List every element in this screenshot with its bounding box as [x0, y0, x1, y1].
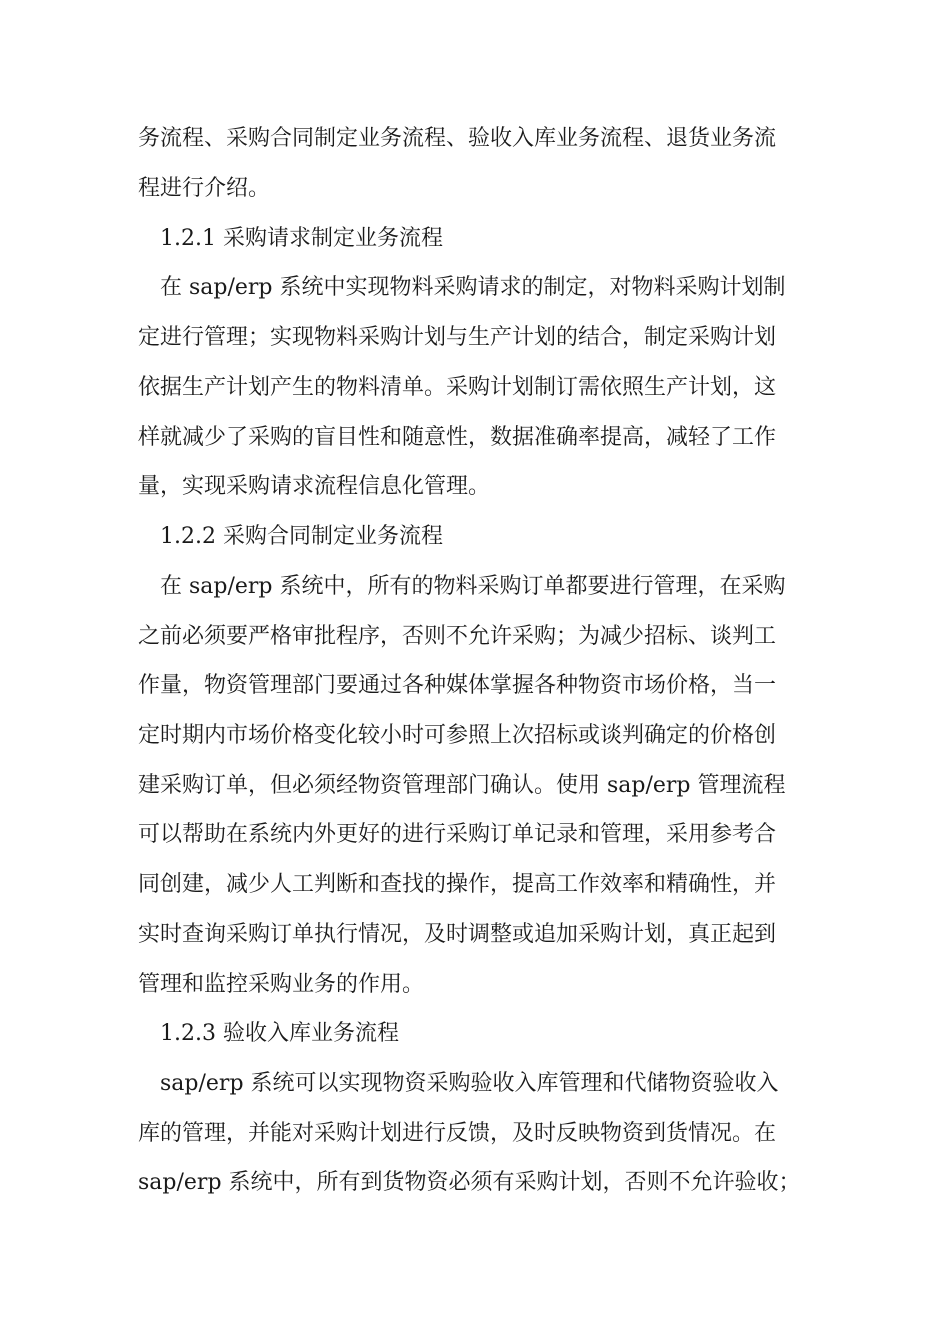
body-text-line: 样就减少了采购的盲目性和随意性，数据准确率提高，减轻了工作: [138, 425, 777, 450]
body-text-line: 在 sap/erp 系统中实现物料采购请求的制定，对物料采购计划制: [160, 275, 786, 300]
body-text-line: sap/erp 系统可以实现物资采购验收入库管理和代储物资验收入: [160, 1071, 779, 1096]
body-text-line: 量，实现采购请求流程信息化管理。: [138, 474, 491, 499]
body-text-line: 库的管理，并能对采购计划进行反馈，及时反映物资到货情况。在: [138, 1121, 777, 1146]
body-text-line: 之前必须要严格审批程序，否则不允许采购；为减少招标、谈判工: [138, 624, 777, 649]
body-text-line: 务流程、采购合同制定业务流程、验收入库业务流程、退货业务流: [138, 126, 777, 151]
body-text-line: 定进行管理；实现物料采购计划与生产计划的结合，制定采购计划: [138, 325, 777, 350]
body-text-line: 同创建，减少人工判断和查找的操作，提高工作效率和精确性，并: [138, 872, 777, 897]
body-text-line: 在 sap/erp 系统中，所有的物料采购订单都要进行管理，在采购: [160, 574, 786, 599]
section-heading: 1.2.3 验收入库业务流程: [160, 1021, 399, 1046]
section-heading: 1.2.1 采购请求制定业务流程: [160, 226, 443, 251]
body-text-line: sap/erp 系统中，所有到货物资必须有采购计划，否则不允许验收；: [138, 1170, 801, 1195]
body-text-line: 作量，物资管理部门要通过各种媒体掌握各种物资市场价格，当一: [138, 673, 777, 698]
body-text-line: 定时期内市场价格变化较小时可参照上次招标或谈判确定的价格创: [138, 723, 777, 748]
body-text-line: 建采购订单，但必须经物资管理部门确认。使用 sap/erp 管理流程: [138, 773, 786, 798]
body-text-line: 依据生产计划产生的物料清单。采购计划制订需依照生产计划，这: [138, 375, 777, 400]
section-heading: 1.2.2 采购合同制定业务流程: [160, 524, 443, 549]
body-text-line: 管理和监控采购业务的作用。: [138, 972, 425, 997]
body-text-line: 可以帮助在系统内外更好的进行采购订单记录和管理，采用参考合: [138, 822, 777, 847]
body-text-line: 程进行介绍。: [138, 176, 271, 201]
body-text-line: 实时查询采购订单执行情况，及时调整或追加采购计划，真正起到: [138, 922, 777, 947]
